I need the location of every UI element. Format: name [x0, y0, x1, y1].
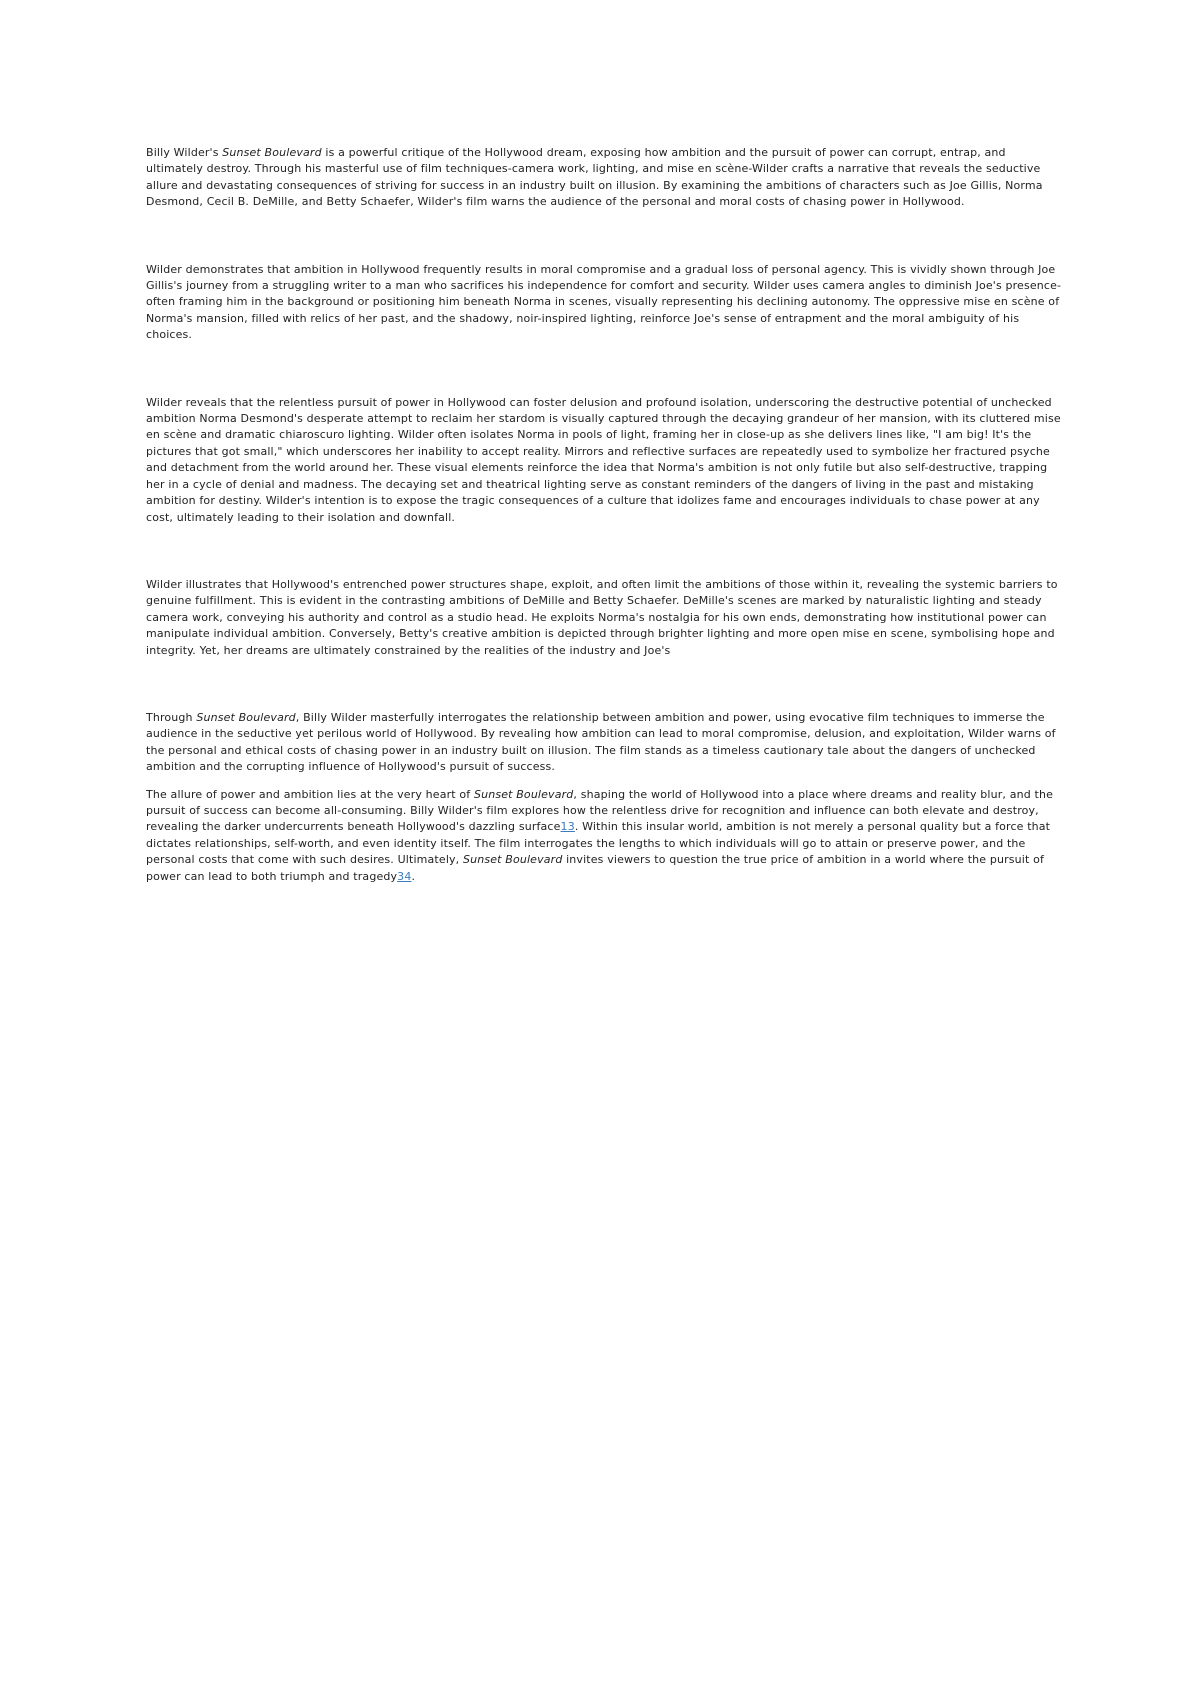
text-run: invites viewers to question the true price of ambition in a world where the pursuit of power can lead to both triumph and tragedy — [146, 853, 1044, 883]
text-run: is a powerful critique of the Hollywood dream, exposing how ambition and the pursuit of power can corrupt, entrap, and ultimately destroy. Through his masterful use of film techniques-camera work, lighting, and mise en scène-Wilder crafts a narrative that reveals the seductive allure and devastating consequences of striving for success in an industry built on illusion. By examining the ambitions of characters such as Joe Gillis, Norma Desmond, Cecil B. DeMille, and Betty Schaefer, Wilder's film warns the audience of the personal and moral costs of chasing power in Hollywood. — [146, 146, 1043, 209]
text-run: Wilder reveals that the relentless pursuit of power in Hollywood can foster delusion and profound isolation, underscoring the destructive potential of unchecked ambition Norma Desmond's desperate attempt to reclaim her stardom is visually captured through the decaying grandeur of her mansion, with its cluttered mise en scène and dramatic chiaroscuro lighting. Wilder often isolates Norma in pools of light, framing her in close-up as she delivers lines like, "I am big! It's the pictures that got small," which underscores her inability to accept reality. Mirrors and reflective surfaces are repeatedly used to symbolize her fractured psyche and detachment from the world around her. These visual elements reinforce the idea that Norma's ambition is not only futile but also self-destructive, trapping her in a cycle of denial and madness. The decaying set and theatrical lighting serve as constant reminders of the dangers of living in the past and mistaking ambition for destiny. Wilder's intention is to expose the tragic consequences of a culture that idolizes fame and encourages individuals to chase power at any cost, ultimately leading to their isolation and downfall. — [146, 395, 1061, 524]
text-run: The allure of power and ambition lies at the very heart of — [146, 787, 474, 801]
text-run: . — [411, 869, 416, 883]
paragraph-conclusion — [146, 710, 1066, 776]
text-run: , shaping the world of Hollywood into a place where dreams and reality blur, and the pursuit of success can become all-consuming. Billy Wilder's film explores how the relentless drive for recognition and influence can both elevate and destroy, revealing the darker undercurrents beneath Hollywood's dazzling surface — [146, 787, 1054, 834]
text-run: Wilder demonstrates that ambition in Hollywood frequently results in moral compromise and a gradual loss of personal agency. This is vividly shown through Joe Gillis's journey from a struggling writer to a man who sacrifices his independence for comfort and security. Wilder uses camera angles to diminish Joe's presence-often framing him in the background or positioning him beneath Norma in scenes, visually representing his declining autonomy. The oppressive mise en scène of Norma's mansion, filled with relics of her past, and the shadowy, noir-inspired lighting, reinforce Joe's sense of entrapment and the moral ambiguity of his choices. — [146, 262, 1062, 342]
text-run: , Billy Wilder masterfully interrogates the relationship between ambition and power, using evocative film techniques to immerse the audience in the seductive yet perilous world of Hollywood. By revealing how ambition can lead to moral compromise, delusion, and exploitation, Wilder warns of the personal and ethical costs of chasing power in an industry built on illusion. The film stands as a timeless cautionary tale about the dangers of unchecked ambition and the corrupting influence of Hollywood's pursuit of success. — [146, 710, 1056, 774]
text-run: Billy Wilder's — [146, 146, 223, 159]
citation-link[interactable]: 13 — [560, 820, 575, 834]
text-run: Through — [146, 710, 197, 724]
citation-link[interactable]: 34 — [397, 869, 412, 883]
paragraph-closing — [146, 787, 1066, 885]
document-body — [146, 145, 1066, 885]
paragraph-body-2 — [146, 395, 1066, 526]
text-run: Wilder illustrates that Hollywood's entrenched power structures shape, exploit, and often limit the ambitions of those within it, revealing the systemic barriers to genuine fulfillment. This is evident in the contrasting ambitions of DeMille and Betty Schaefer. DeMille's scenes are marked by naturalistic lighting and steady camera work, conveying his authority and control as a studio head. He exploits Norma's nostalgia for his own ends, demonstrating how institutional power can manipulate individual ambition. Conversely, Betty's creative ambition is depicted through brighter lighting and more open mise en scene, symbolising hope and integrity. Yet, her dreams are ultimately constrained by the realities of the industry and Joe's — [146, 577, 1058, 657]
paragraph-body-1 — [146, 262, 1066, 344]
film-title: Sunset Boulevard — [222, 146, 322, 159]
film-title: Sunset Boulevard — [473, 787, 574, 801]
film-title: Sunset Boulevard — [196, 710, 296, 724]
film-title: Sunset Boulevard — [462, 853, 563, 867]
paragraph-body-3 — [146, 577, 1066, 659]
paragraph-introduction — [146, 145, 1066, 211]
text-run: . Within this insular world, ambition is not merely a personal quality but a force that dictates relationships, self-worth, and even identity itself. The film interrogates the lengths to which individuals will go to attain or preserve power, and the personal costs that come with such desires. Ultimately, — [146, 820, 1051, 867]
